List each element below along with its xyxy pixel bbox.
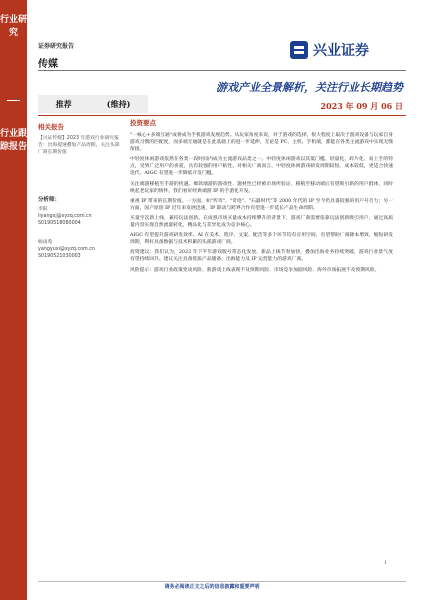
summary-paragraph: 买量至次新上线，兼持玩法创新。在成熟市场买量成本持续攀升的背景下，游戏厂商需要依靠玩法创新吸引用户，通过高质量内容实现自然流量转化，精品化与差异化成为竞争核心。 xyxy=(130,215,393,229)
summary-paragraph: 投资建议：我们认为，2023 年下半年游戏版号常态化发放，新品上线节奏加快，叠加出海业务持续突破，游戏行业景气度有望持续回升。建议关注具备优质产品储备、出海能力及 IP 运营能力的游戏厂商。 xyxy=(130,250,393,263)
report-title: 游戏产业全景解析，关注行业长期趋势 xyxy=(216,81,403,94)
analyst-2-email[interactable]: yangyuxi@xyzq.com.cn xyxy=(38,247,95,252)
analyst-heading: 分析师： xyxy=(38,197,61,203)
summary-paragraph: 关注端游移植至手游的机遇。爆款端游的游戏性、题材性已经被市场所验证，移植至移动端后有望吸引新的用户群体，同时唤起老玩家的情怀，我们看好经典端游 IP 的手游化开发。 xyxy=(130,181,393,194)
summary-paragraph: "一核心+多端互通"成将成为手机游戏发展趋势。从玩家角度来说，对于游戏的选择，很大程度上取决于游戏设备与玩家自身游戏习惯的匹配度，而多端互通就是在此基础上的进一步延伸，无论是 PC、主机、手机端，都能在各类主流游戏中实现无缝衔接。 xyxy=(130,133,393,153)
title-divider xyxy=(38,115,406,116)
analyst-2-name: 杨雨希 xyxy=(38,240,53,245)
report-date: 2023 年 09 月 06 日 xyxy=(320,101,403,111)
report-series-label: 证券研究报告 xyxy=(38,43,75,50)
summary-paragraph: AIGC 有望提升游戏研发效率。AI 在美术、程序、文案、配音等多个环节均有应用空间，有望帮助厂商降本增效、缩短研发周期，利好具备数据与技术积累的头部游戏厂商。 xyxy=(130,233,393,246)
sidebar-divider xyxy=(7,100,20,101)
analyst-2-license: S0190521030003 xyxy=(38,254,81,259)
rating-value: (维持) xyxy=(106,98,131,109)
analyst-1-email[interactable]: liyangxj@xyzq.com.cn xyxy=(38,214,92,219)
summary-paragraph: 风险提示：游戏行业政策变动风险、新游戏上线表现不及预期风险、市场竞争加剧风险、海外市场拓展不及预期风险。 xyxy=(130,267,380,273)
footer-divider xyxy=(38,581,406,582)
rating-box xyxy=(38,95,148,113)
header-divider xyxy=(38,70,406,71)
sidebar-band xyxy=(0,0,27,600)
sidebar-mid-label: 行业跟踪报告 xyxy=(0,129,28,152)
related-report-link[interactable]: 【兴证传媒】2023 年游戏行业研究报告：出海提速叠加产品周期，关注头部厂商长期价值 xyxy=(38,136,120,155)
rating-label: 推荐 xyxy=(55,98,72,109)
brand-name: 兴业证券 xyxy=(313,43,369,59)
analyst-1-name: 李阳 xyxy=(38,207,48,212)
page-number: 1 xyxy=(384,560,388,566)
brand-logo xyxy=(290,40,369,60)
analyst-1-license: S0190518080004 xyxy=(38,221,81,226)
summary-heading: 投资要点 xyxy=(130,119,156,127)
sidebar-top-label: 行业研究 xyxy=(0,15,28,38)
summary-column xyxy=(130,118,393,277)
industry-label: 传媒 xyxy=(38,59,58,70)
summary-paragraph: 中轻度休闲游戏依然在各类一段时间内成为主流游戏品类之一。中轻度休闲游戏以其低门槛、轻量化、碎片化、易上手的特点，受到广泛用户的喜爱，具有较强的用户粘性。对相关厂商而言，中轻度休闲游戏研发周期较短、成本较低，更适合快速迭代，AIGC 有望进一步降低开发门槛。 xyxy=(130,157,393,177)
footer-disclaimer: 请务必阅读正文之后的信息披露和重要声明 xyxy=(164,584,260,590)
left-column xyxy=(38,122,123,260)
brand-mark-icon xyxy=(290,41,308,59)
summary-paragraph: 重视 IP 带来的长期价值。一方面，如"传奇"、"奇迹"、"石器时代"等 2000 年代的 IP 至今仍具备较强的用户号召力；另一方面，国产原创 IP 近年来发展迅速，IP 联动与跨界合作有望进一步延长产品生命周期。 xyxy=(130,198,393,211)
related-reports-heading: 相关报告 xyxy=(38,123,64,131)
